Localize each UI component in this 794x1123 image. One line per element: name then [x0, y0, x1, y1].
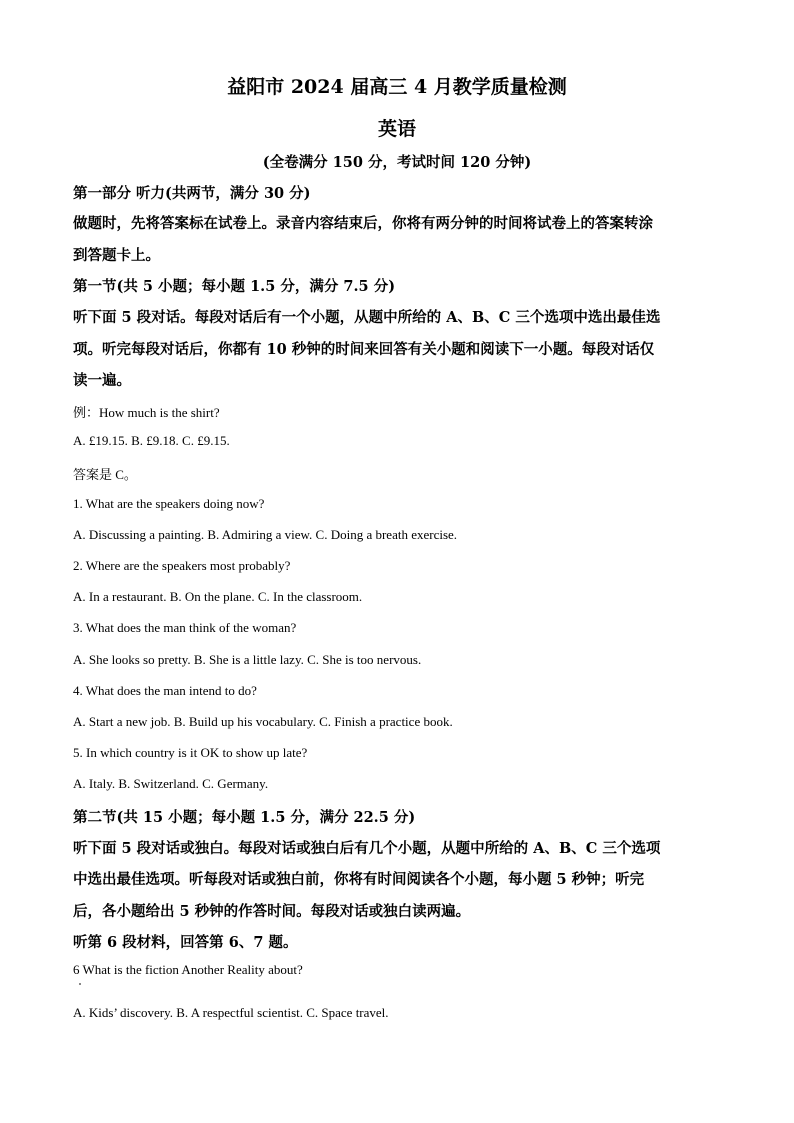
question-4-options: A. Start a new job. B. Build up his vocabulary. C. Finish a practice book. — [73, 714, 453, 729]
part1-instructions-line1: 做题时，先将答案标在试卷上。录音内容结束后，你将有两分钟的时间将试卷上的答案转涂 — [73, 215, 653, 232]
part1-instructions-line2: 到答题卡上。 — [73, 247, 160, 264]
stray-mark — [79, 983, 81, 985]
section2-instructions-line1: 听下面 5 段对话或独白。每段对话或独白后有几个小题，从题中所给的 A、B、C 三个选项 — [73, 840, 661, 857]
section1-heading: 第一节(共 5 小题；每小题 1.5 分，满分 7.5 分) — [73, 278, 396, 295]
section1-instructions-line3: 读一遍。 — [73, 372, 131, 389]
part1-heading: 第一部分 听力(共两节，满分 30 分) — [73, 185, 311, 202]
question-6: 6 What is the fiction Another Reality about? — [73, 962, 303, 977]
section2-heading: 第二节(共 15 小题；每小题 1.5 分，满分 22.5 分) — [73, 809, 416, 826]
question-2-options: A. In a restaurant. B. On the plane. C. In the classroom. — [73, 589, 363, 604]
question-6-options: A. Kids’ discovery. B. A respectful scientist. C. Space travel. — [73, 1005, 389, 1020]
question-4: 4. What does the man intend to do? — [73, 683, 257, 698]
question-5-options: A. Italy. B. Switzerland. C. Germany. — [73, 776, 269, 791]
section2-instructions-line2: 中选出最佳选项。听每段对话或独白前，你将有时间阅读各个小题，每小题 5 秒钟；听完 — [73, 871, 645, 888]
question-3-options: A. She looks so pretty. B. She is a little lazy. C. She is too nervous. — [73, 652, 422, 667]
section2-instructions-line3: 后，各小题给出 5 秒钟的作答时间。每段对话或独白读两遍。 — [73, 903, 471, 920]
example-answer: 答案是 C。 — [73, 467, 137, 482]
section1-instructions-line1: 听下面 5 段对话。每段对话后有一个小题，从题中所给的 A、B、C 三个选项中选出最佳选 — [73, 309, 661, 326]
question-2: 2. Where are the speakers most probably? — [73, 558, 291, 573]
exam-title: 益阳市 2024 届高三 4 月教学质量检测 — [227, 76, 567, 98]
question-1-options: A. Discussing a painting. B. Admiring a view. C. Doing a breath exercise. — [73, 527, 458, 542]
question-1: 1. What are the speakers doing now? — [73, 496, 265, 511]
section1-instructions-line2: 项。听完每段对话后，你都有 10 秒钟的时间来回答有关小题和阅读下一小题。每段对话仅 — [73, 341, 655, 358]
question-5: 5. In which country is it OK to show up late? — [73, 745, 308, 760]
material-6-heading: 听第 6 段材料，回答第 6、7 题。 — [73, 934, 298, 951]
exam-subject: 英语 — [377, 118, 416, 140]
example-question: 例：How much is the shirt? — [73, 405, 220, 420]
example-options: A. £19.15. B. £9.18. C. £9.15. — [73, 433, 230, 448]
question-3: 3. What does the man think of the woman? — [73, 620, 297, 635]
score-info: (全卷满分 150 分，考试时间 120 分钟) — [262, 154, 532, 171]
